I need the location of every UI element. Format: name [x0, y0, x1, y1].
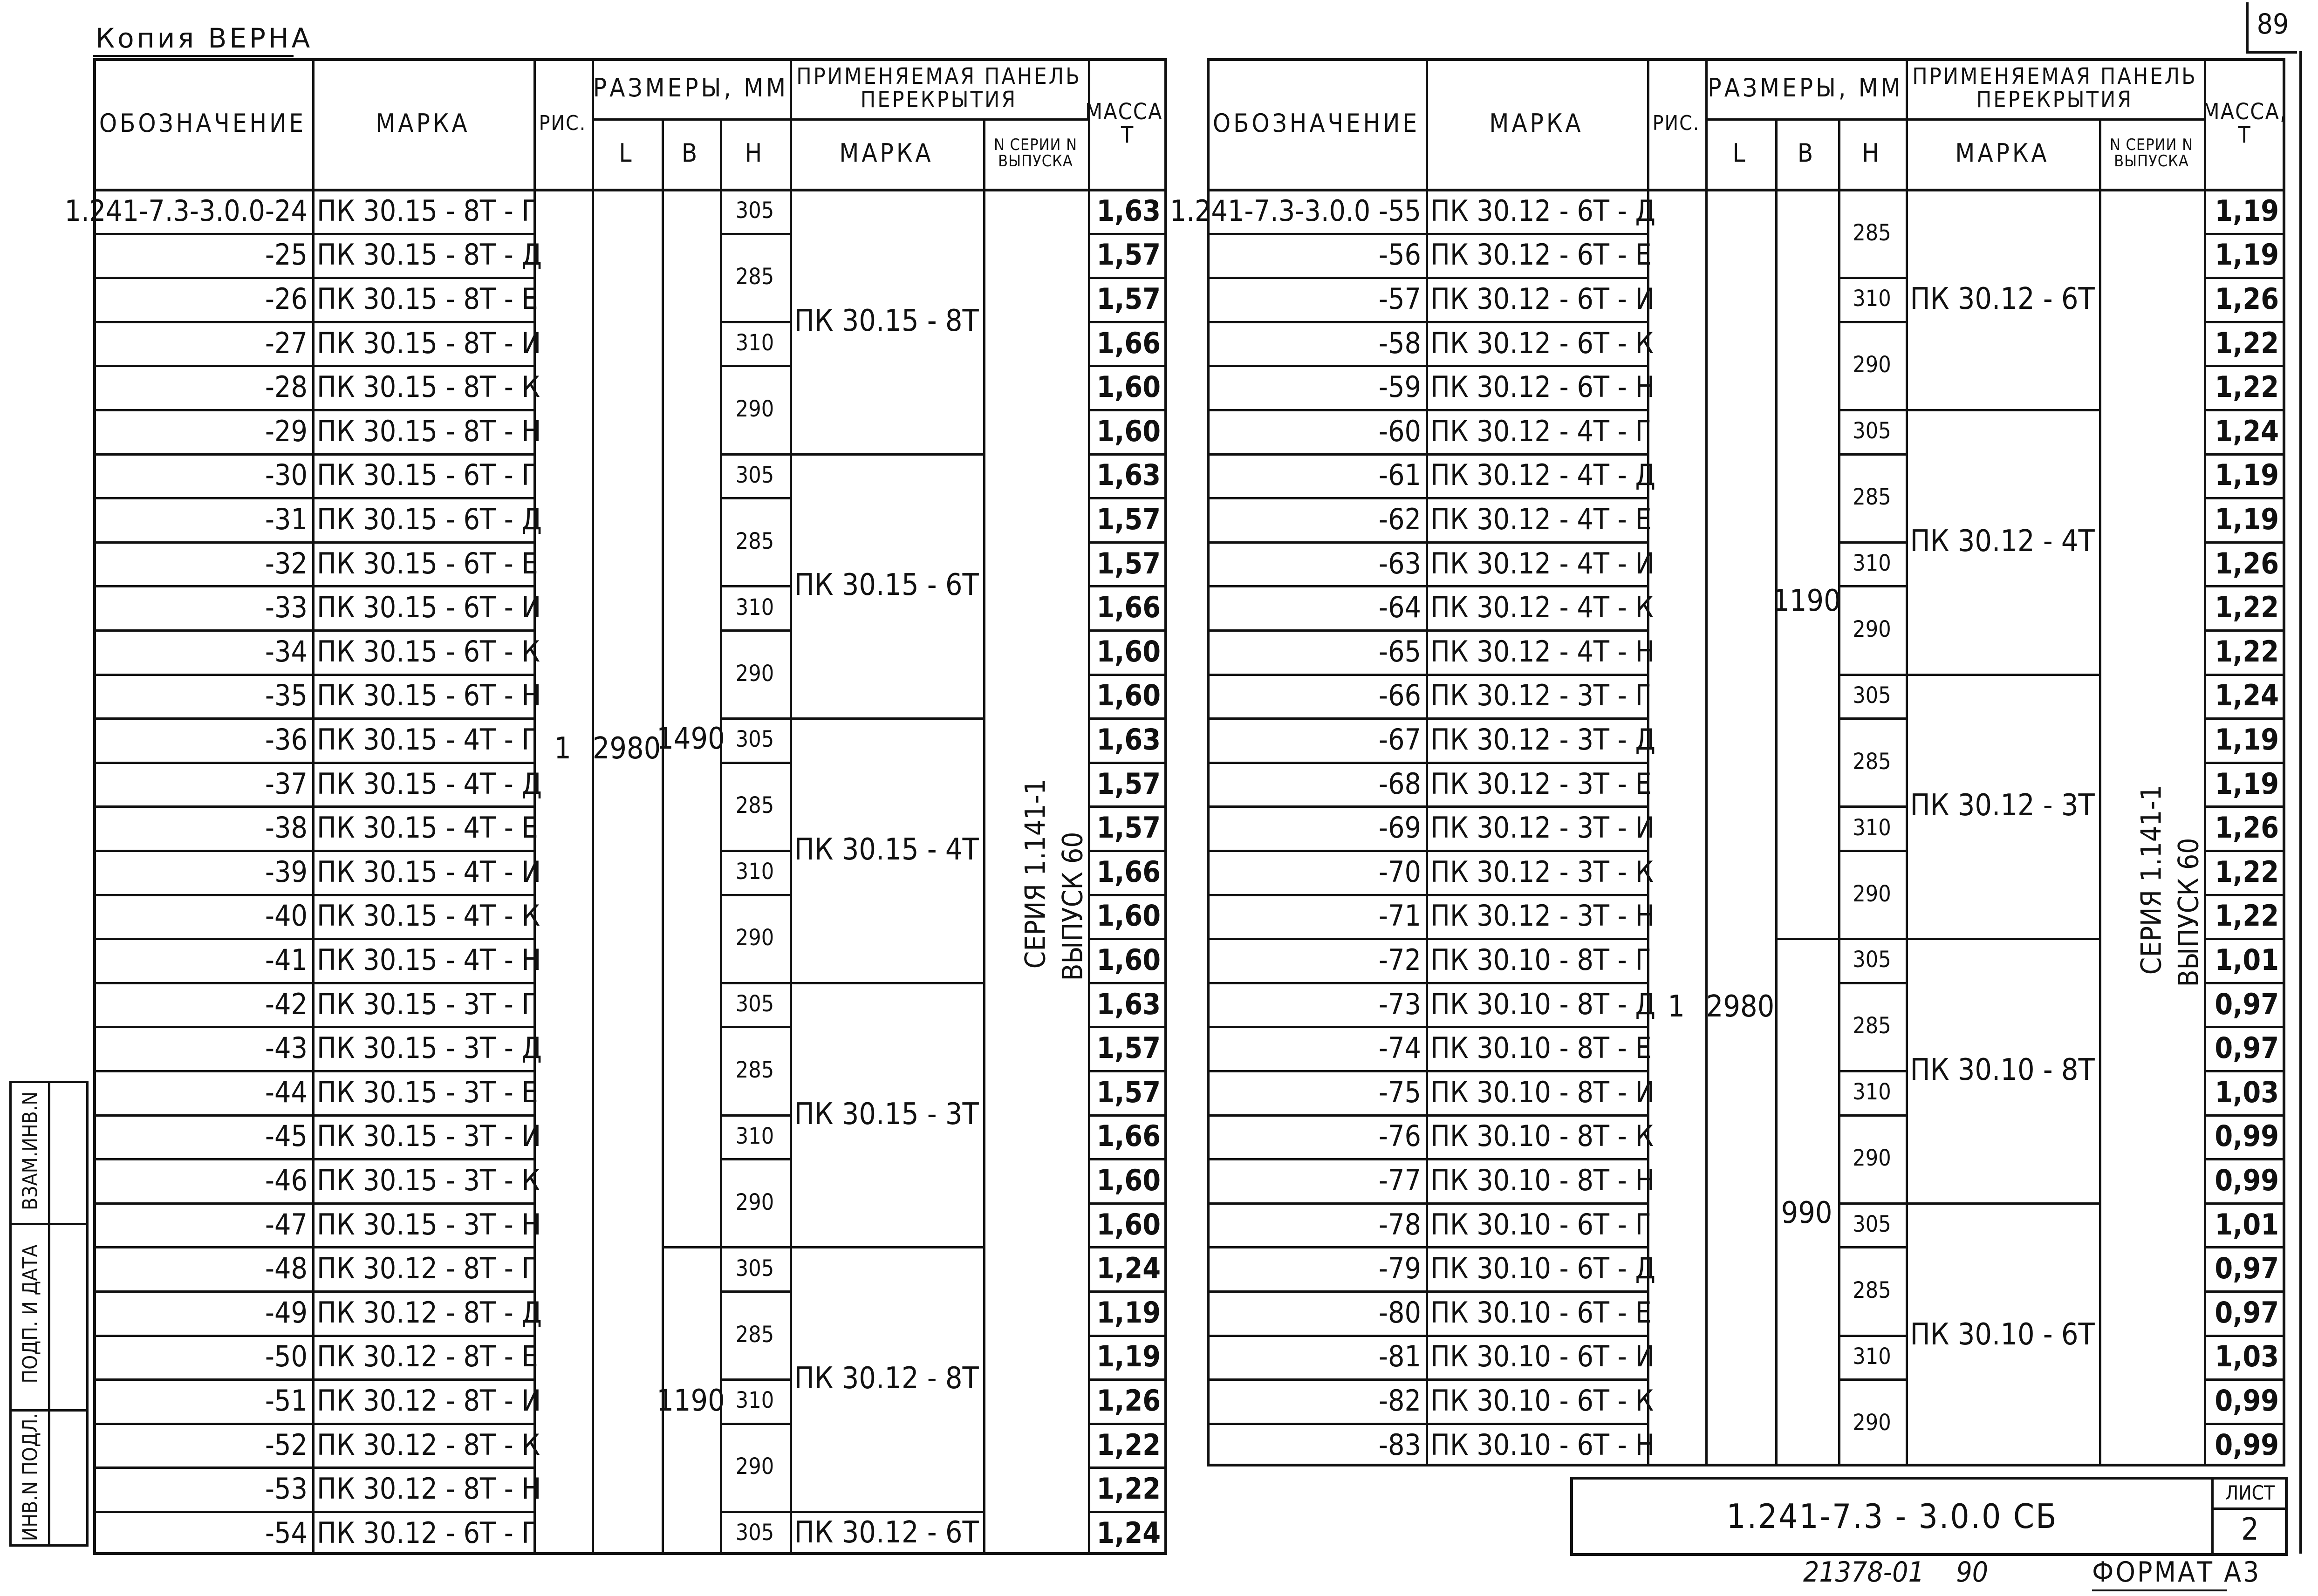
designation-cell: -65 — [1378, 634, 1421, 668]
page-number-box — [2246, 2, 2297, 54]
mark-cell: ПК 30.12 - 8Т - Н — [317, 1472, 541, 1506]
designation-cell: -74 — [1378, 1031, 1421, 1065]
sheet-label: ЛИСТ — [2225, 1481, 2275, 1504]
header-fig: РИС. — [1652, 111, 1700, 135]
header-B: B — [1797, 138, 1816, 168]
mass-cell: 1,57 — [1096, 546, 1161, 580]
mark-cell: ПК 30.15 - 8Т - Н — [317, 414, 541, 448]
copy-true-stamp: Копия ВЕРНА — [96, 22, 313, 54]
designation-cell: 1.241-7.3-3.0.0 -55 — [1169, 193, 1421, 228]
mass-cell: 1,60 — [1096, 942, 1161, 977]
designation-cell: -30 — [265, 458, 308, 492]
designation-cell: -41 — [265, 942, 308, 977]
mass-cell: 1,26 — [2215, 281, 2279, 316]
designation-cell: -75 — [1378, 1075, 1421, 1109]
designation-cell: -48 — [265, 1251, 308, 1286]
designation-cell: -64 — [1378, 590, 1421, 625]
mass-cell: 0,97 — [2215, 1251, 2279, 1286]
mark-cell: ПК 30.10 - 6Т - Н — [1430, 1427, 1655, 1462]
mass-cell: 0,97 — [2215, 987, 2279, 1021]
mark-cell: ПК 30.12 - 4Т - Г — [1430, 414, 1651, 448]
designation-cell: -54 — [265, 1515, 308, 1550]
mass-cell: 1,60 — [1096, 1207, 1161, 1241]
column-divider — [1705, 58, 1708, 1466]
designation-cell: -79 — [1378, 1251, 1421, 1286]
applied-panel-mark: ПК 30.12 - 3Т — [1910, 788, 2095, 823]
mass-cell: 0,97 — [2215, 1031, 2279, 1065]
designation-cell: -29 — [265, 414, 308, 448]
mark-cell: ПК 30.15 - 6Т - Д — [317, 502, 542, 536]
mark-cell: ПК 30.12 - 8Т - Е — [317, 1339, 538, 1374]
height-H-cell: 290 — [1853, 1145, 1891, 1172]
mass-cell: 1,60 — [1096, 1163, 1161, 1197]
height-H-cell: 305 — [735, 991, 774, 1017]
mark-cell: ПК 30.12 - 8Т - К — [317, 1427, 540, 1462]
mass-cell: 1,19 — [2215, 193, 2279, 228]
designation-cell: -35 — [265, 678, 308, 713]
page-number: 89 — [2256, 8, 2289, 41]
designation-cell: -51 — [265, 1383, 308, 1418]
column-divider — [592, 58, 594, 1555]
header-H: H — [745, 138, 765, 168]
sheet-number: 2 — [2241, 1511, 2259, 1547]
mark-cell: ПК 30.12 - 6Т - К — [1430, 326, 1654, 360]
mark-cell: ПК 30.12 - 6Т - Н — [1430, 370, 1655, 404]
header-B: B — [681, 138, 700, 168]
mass-cell: 1,60 — [1096, 678, 1161, 713]
b-group-line — [662, 1246, 720, 1248]
mass-cell: 1,22 — [2215, 899, 2279, 933]
designation-cell: -43 — [265, 1031, 308, 1065]
mark-cell: ПК 30.15 - 4Т - Е — [317, 811, 538, 845]
mass-cell: 1,60 — [1096, 899, 1161, 933]
header-mark: МАРКА — [376, 108, 470, 138]
width-B: 1190 — [656, 1383, 725, 1418]
height-H-cell: 305 — [1853, 682, 1891, 709]
height-H-cell: 310 — [1853, 286, 1891, 312]
mass-cell: 1,01 — [2215, 942, 2279, 977]
designation-cell: -62 — [1378, 502, 1421, 536]
designation-cell: -76 — [1378, 1119, 1421, 1153]
height-H-cell: 305 — [1853, 418, 1891, 444]
header-series-no: N СЕРИИ N ВЫПУСКА — [993, 135, 1078, 171]
applied-panel-mark: ПК 30.10 - 6Т — [1910, 1317, 2095, 1352]
designation-cell: -36 — [265, 722, 308, 757]
designation-cell: -72 — [1378, 942, 1421, 977]
column-divider — [662, 118, 664, 1555]
height-H-cell: 285 — [1853, 1013, 1891, 1039]
designation-cell: -37 — [265, 766, 308, 801]
designation-cell: -78 — [1378, 1207, 1421, 1241]
side-stamp-podp-data: ПОДП. И ДАТА — [18, 1244, 42, 1384]
series-line1: СЕРИЯ 1.141-1 — [2135, 784, 2168, 975]
mass-cell: 1,19 — [2215, 238, 2279, 272]
mass-cell: 1,22 — [2215, 854, 2279, 889]
mark-cell: ПК 30.10 - 8Т - Н — [1430, 1163, 1655, 1197]
mass-cell: 0,99 — [2215, 1163, 2279, 1197]
fig-number: 1 — [1668, 989, 1685, 1024]
header-applied-panel: ПРИМЕНЯЕМАЯ ПАНЕЛЬ ПЕРЕКРЫТИЯ — [796, 63, 1081, 113]
height-H-cell: 290 — [735, 925, 774, 951]
height-H-cell: 290 — [735, 1189, 774, 1215]
mass-cell: 1,24 — [2215, 678, 2279, 713]
mark-cell: ПК 30.12 - 6Т - И — [1430, 281, 1655, 316]
applied-panel-mark: ПК 30.12 - 6Т — [1910, 281, 2095, 316]
height-H-cell: 290 — [1853, 880, 1891, 907]
mass-cell: 1,57 — [1096, 281, 1161, 316]
height-H-cell: 310 — [735, 859, 774, 885]
mass-cell: 1,63 — [1096, 987, 1161, 1021]
mass-cell: 1,63 — [1096, 722, 1161, 757]
mark-cell: ПК 30.15 - 3Т - Г — [317, 987, 538, 1021]
mark-cell: ПК 30.15 - 3Т - Н — [317, 1207, 541, 1241]
designation-cell: -69 — [1378, 811, 1421, 845]
applied-panel-mark: ПК 30.12 - 8Т — [794, 1361, 979, 1396]
applied-panel-mark: ПК 30.12 - 4Т — [1910, 524, 2095, 559]
designation-cell: -63 — [1378, 546, 1421, 580]
mass-cell: 1,19 — [2215, 766, 2279, 801]
mark-cell: ПК 30.10 - 8Т - К — [1430, 1119, 1654, 1153]
mass-cell: 1,22 — [2215, 326, 2279, 360]
designation-cell: -66 — [1378, 678, 1421, 713]
applied-panel-mark: ПК 30.15 - 6Т — [794, 568, 979, 603]
length-L: 2980 — [1706, 989, 1775, 1024]
designation-cell: -60 — [1378, 414, 1421, 448]
width-B: 1190 — [1772, 583, 1841, 618]
mark-cell: ПК 30.15 - 3Т - Е — [317, 1075, 538, 1109]
mark-cell: ПК 30.15 - 4Т - Н — [317, 942, 541, 977]
height-H-cell: 290 — [735, 396, 774, 422]
mass-cell: 1,60 — [1096, 634, 1161, 668]
designation-cell: -81 — [1378, 1339, 1421, 1374]
height-H-cell: 285 — [1853, 1277, 1891, 1303]
height-H-cell: 285 — [735, 264, 774, 290]
height-H-cell: 285 — [1853, 484, 1891, 511]
height-H-cell: 290 — [735, 1453, 774, 1480]
mass-cell: 1,03 — [2215, 1339, 2279, 1374]
mark-cell: ПК 30.12 - 4Т - Д — [1430, 458, 1656, 492]
mass-cell: 1,63 — [1096, 458, 1161, 492]
mass-cell: 1,60 — [1096, 370, 1161, 404]
mass-cell: 1,22 — [1096, 1472, 1161, 1506]
fig-number: 1 — [554, 731, 571, 766]
mark-cell: ПК 30.12 - 8Т - Г — [317, 1251, 538, 1286]
mass-cell: 1,24 — [2215, 414, 2279, 448]
header-mass: МАССА, Т — [2202, 98, 2287, 148]
header-applied-mark: МАРКА — [1955, 138, 2050, 168]
designation-cell: -56 — [1378, 238, 1421, 272]
mark-cell: ПК 30.12 - 4Т - Н — [1430, 634, 1655, 668]
mass-cell: 1,22 — [2215, 590, 2279, 625]
mark-cell: ПК 30.15 - 6Т - Е — [317, 546, 538, 580]
b-group-line — [1775, 938, 1838, 940]
height-H-cell: 310 — [1853, 1343, 1891, 1370]
designation-cell: -42 — [265, 987, 308, 1021]
mass-cell: 1,03 — [2215, 1075, 2279, 1109]
mark-cell: ПК 30.10 - 6Т - Е — [1430, 1295, 1652, 1330]
mark-cell: ПК 30.15 - 3Т - Д — [317, 1031, 542, 1065]
width-B: 1490 — [656, 721, 725, 756]
designation-cell: -26 — [265, 281, 308, 316]
mass-cell: 1,19 — [2215, 502, 2279, 536]
length-L: 2980 — [592, 731, 661, 766]
designation-cell: -31 — [265, 502, 308, 536]
designation-cell: -45 — [265, 1119, 308, 1153]
designation-cell: -50 — [265, 1339, 308, 1374]
header-H: H — [1862, 138, 1882, 168]
mass-cell: 0,99 — [2215, 1119, 2279, 1153]
mark-cell: ПК 30.15 - 3Т - И — [317, 1119, 541, 1153]
mark-cell: ПК 30.12 - 6Т - Г — [317, 1515, 538, 1550]
mass-cell: 1,26 — [1096, 1383, 1161, 1418]
series-line1: СЕРИЯ 1.141-1 — [1019, 778, 1052, 969]
mass-cell: 1,57 — [1096, 502, 1161, 536]
side-stamp-inv-vzam: ВЗАМ.ИНВ.N — [18, 1091, 42, 1211]
designation-cell: -52 — [265, 1427, 308, 1462]
mark-cell: ПК 30.15 - 8Т - К — [317, 370, 540, 404]
series-line2: ВЫПУСК 60 — [1056, 832, 1089, 981]
header-designation: ОБОЗНАЧЕНИЕ — [1212, 108, 1420, 138]
height-H-cell: 305 — [1853, 1211, 1891, 1238]
header-applied-panel: ПРИМЕНЯЕМАЯ ПАНЕЛЬ ПЕРЕКРЫТИЯ — [1912, 63, 2197, 113]
header-sizes: РАЗМЕРЫ, ММ — [593, 73, 789, 103]
height-H-cell: 310 — [1853, 1079, 1891, 1105]
height-H-cell: 285 — [735, 528, 774, 554]
mark-cell: ПК 30.10 - 6Т - И — [1430, 1339, 1655, 1374]
mark-cell: ПК 30.12 - 3Т - Н — [1430, 899, 1655, 933]
header-mark: МАРКА — [1489, 108, 1584, 138]
designation-cell: -83 — [1378, 1427, 1421, 1462]
header-series-no: N СЕРИИ N ВЫПУСКА — [2109, 135, 2194, 171]
header-L: L — [1732, 138, 1748, 168]
designation-cell: -53 — [265, 1472, 308, 1506]
designation-cell: -32 — [265, 546, 308, 580]
mass-cell: 1,24 — [1096, 1515, 1161, 1550]
applied-panel-mark: ПК 30.15 - 3Т — [794, 1097, 979, 1132]
mark-cell: ПК 30.15 - 8Т - И — [317, 326, 541, 360]
mass-cell: 1,26 — [2215, 811, 2279, 845]
designation-cell: -27 — [265, 326, 308, 360]
designation-cell: -71 — [1378, 899, 1421, 933]
designation-cell: -47 — [265, 1207, 308, 1241]
mass-cell: 1,57 — [1096, 1031, 1161, 1065]
side-stamp — [9, 1081, 89, 1547]
mark-cell: ПК 30.10 - 6Т - К — [1430, 1383, 1654, 1418]
column-divider — [1775, 118, 1778, 1467]
mass-cell: 1,66 — [1096, 590, 1161, 625]
mass-cell: 1,19 — [2215, 722, 2279, 757]
height-H-cell: 285 — [735, 1321, 774, 1348]
designation-cell: -70 — [1378, 854, 1421, 889]
designation-cell: -39 — [265, 854, 308, 889]
height-H-cell: 305 — [735, 1520, 774, 1546]
height-H-cell: 310 — [735, 1387, 774, 1414]
header-divider — [1705, 118, 2204, 121]
mark-cell: ПК 30.15 - 8Т - Е — [317, 281, 538, 316]
mass-cell: 1,22 — [2215, 370, 2279, 404]
mass-cell: 1,19 — [2215, 458, 2279, 492]
designation-cell: -46 — [265, 1163, 308, 1197]
designation-cell: 1.241-7.3-3.0.0-24 — [64, 193, 308, 228]
mass-cell: 1,63 — [1096, 193, 1161, 228]
mass-cell: 1,66 — [1096, 854, 1161, 889]
mass-cell: 1,57 — [1096, 766, 1161, 801]
mark-cell: ПК 30.15 - 4Т - Г — [317, 722, 538, 757]
mass-cell: 1,19 — [1096, 1339, 1161, 1374]
designation-cell: -61 — [1378, 458, 1421, 492]
mark-cell: ПК 30.10 - 8Т - Д — [1430, 987, 1656, 1021]
mass-cell: 0,99 — [2215, 1383, 2279, 1418]
mass-cell: 1,22 — [2215, 634, 2279, 668]
mark-cell: ПК 30.10 - 6Т - Д — [1430, 1251, 1656, 1286]
mark-cell: ПК 30.12 - 4Т - Е — [1430, 502, 1652, 536]
mark-cell: ПК 30.15 - 8Т - Д — [317, 238, 542, 272]
mass-cell: 1,66 — [1096, 326, 1161, 360]
archive-number: 21378-01 90 — [1803, 1556, 1989, 1589]
designation-cell: -73 — [1378, 987, 1421, 1021]
designation-cell: -40 — [265, 899, 308, 933]
mass-cell: 1,66 — [1096, 1119, 1161, 1153]
designation-cell: -77 — [1378, 1163, 1421, 1197]
mark-cell: ПК 30.12 - 8Т - Д — [317, 1295, 542, 1330]
height-H-cell: 310 — [1853, 814, 1891, 841]
height-H-cell: 310 — [735, 330, 774, 356]
mass-cell: 1,19 — [1096, 1295, 1161, 1330]
designation-cell: -34 — [265, 634, 308, 668]
designation-cell: -38 — [265, 811, 308, 845]
mark-cell: ПК 30.15 - 4Т - К — [317, 899, 540, 933]
header-applied-mark: МАРКА — [839, 138, 934, 168]
mass-cell: 0,99 — [2215, 1427, 2279, 1462]
document-code: 1.241-7.3 - 3.0.0 СБ — [1726, 1497, 2058, 1536]
height-H-cell: 285 — [1853, 748, 1891, 775]
mass-cell: 1,57 — [1096, 811, 1161, 845]
mass-cell: 1,01 — [2215, 1207, 2279, 1241]
designation-cell: -59 — [1378, 370, 1421, 404]
stamp-underline — [93, 55, 294, 57]
mark-cell: ПК 30.12 - 4Т - И — [1430, 546, 1655, 580]
header-L: L — [619, 138, 635, 168]
mass-cell: 1,57 — [1096, 238, 1161, 272]
applied-panel-mark: ПК 30.12 - 6Т — [794, 1515, 979, 1550]
header-divider — [592, 118, 1088, 121]
mark-cell: ПК 30.15 - 4Т - И — [317, 854, 541, 889]
height-H-cell: 310 — [735, 1123, 774, 1149]
mark-cell: ПК 30.15 - 8Т - Г — [317, 193, 538, 228]
height-H-cell: 305 — [735, 462, 774, 488]
mark-cell: ПК 30.12 - 6Т - Д — [1430, 193, 1656, 228]
designation-cell: -68 — [1378, 766, 1421, 801]
title-block — [1570, 1477, 2288, 1556]
mass-cell: 0,97 — [2215, 1295, 2279, 1330]
mark-cell: ПК 30.12 - 3Т - Д — [1430, 722, 1656, 757]
mark-cell: ПК 30.15 - 6Т - Н — [317, 678, 541, 713]
mass-cell: 1,26 — [2215, 546, 2279, 580]
height-H-cell: 285 — [735, 1057, 774, 1083]
mass-cell: 1,24 — [1096, 1251, 1161, 1286]
height-H-cell: 310 — [735, 594, 774, 621]
height-H-cell: 305 — [735, 1255, 774, 1282]
mass-cell: 1,60 — [1096, 414, 1161, 448]
series-note — [2099, 771, 2204, 1013]
mass-cell: 1,57 — [1096, 1075, 1161, 1109]
mark-cell: ПК 30.10 - 8Т - И — [1430, 1075, 1655, 1109]
mark-cell: ПК 30.12 - 6Т - Е — [1430, 238, 1652, 272]
height-H-cell: 305 — [735, 198, 774, 224]
mark-cell: ПК 30.15 - 6Т - И — [317, 590, 541, 625]
height-H-cell: 285 — [735, 792, 774, 819]
height-H-cell: 290 — [1853, 1409, 1891, 1436]
series-note — [983, 764, 1088, 1007]
header-mass: МАССА, Т — [1085, 98, 1170, 148]
designation-cell: -28 — [265, 370, 308, 404]
height-H-cell: 305 — [1853, 947, 1891, 973]
applied-panel-mark: ПК 30.15 - 4Т — [794, 832, 979, 867]
designation-cell: -58 — [1378, 326, 1421, 360]
mark-cell: ПК 30.10 - 8Т - Е — [1430, 1031, 1652, 1065]
format-label: ФОРМАТ А3 — [2092, 1556, 2261, 1589]
designation-cell: -49 — [265, 1295, 308, 1330]
height-H-cell: 305 — [735, 726, 774, 753]
series-line2: ВЫПУСК 60 — [2172, 838, 2205, 987]
side-stamp-inv-podl: ИНВ.N ПОДЛ. — [18, 1412, 42, 1541]
mark-cell: ПК 30.15 - 3Т - К — [317, 1163, 540, 1197]
designation-cell: -25 — [265, 238, 308, 272]
mark-cell: ПК 30.15 - 4Т - Д — [317, 766, 542, 801]
applied-panel-mark: ПК 30.15 - 8Т — [794, 303, 979, 338]
mark-cell: ПК 30.12 - 4Т - К — [1430, 590, 1654, 625]
height-H-cell: 290 — [735, 660, 774, 687]
frame-right-border — [2299, 51, 2302, 1554]
width-B: 990 — [1781, 1195, 1833, 1230]
designation-cell: -33 — [265, 590, 308, 625]
mark-cell: ПК 30.10 - 6Т - Г — [1430, 1207, 1651, 1241]
mark-cell: ПК 30.15 - 6Т - К — [317, 634, 540, 668]
designation-cell: -57 — [1378, 281, 1421, 316]
mass-cell: 1,22 — [1096, 1427, 1161, 1462]
mark-cell: ПК 30.10 - 8Т - Г — [1430, 942, 1651, 977]
designation-cell: -67 — [1378, 722, 1421, 757]
mark-cell: ПК 30.12 - 3Т - Е — [1430, 766, 1652, 801]
height-H-cell: 310 — [1853, 550, 1891, 577]
mark-cell: ПК 30.12 - 3Т - К — [1430, 854, 1654, 889]
format-underline — [2092, 1589, 2227, 1591]
height-H-cell: 290 — [1853, 352, 1891, 378]
designation-cell: -82 — [1378, 1383, 1421, 1418]
mark-cell: ПК 30.15 - 6Т - Г — [317, 458, 538, 492]
designation-cell: -44 — [265, 1075, 308, 1109]
mark-cell: ПК 30.12 - 8Т - И — [317, 1383, 541, 1418]
designation-cell: -80 — [1378, 1295, 1421, 1330]
height-H-cell: 285 — [1853, 219, 1891, 246]
header-sizes: РАЗМЕРЫ, ММ — [1708, 73, 1903, 103]
mark-cell: ПК 30.12 - 3Т - Г — [1430, 678, 1651, 713]
height-H-cell: 290 — [1853, 616, 1891, 642]
mark-cell: ПК 30.12 - 3Т - И — [1430, 811, 1655, 845]
applied-panel-mark: ПК 30.10 - 8Т — [1910, 1052, 2095, 1087]
header-fig: РИС. — [539, 111, 587, 135]
header-designation: ОБОЗНАЧЕНИЕ — [99, 108, 307, 138]
